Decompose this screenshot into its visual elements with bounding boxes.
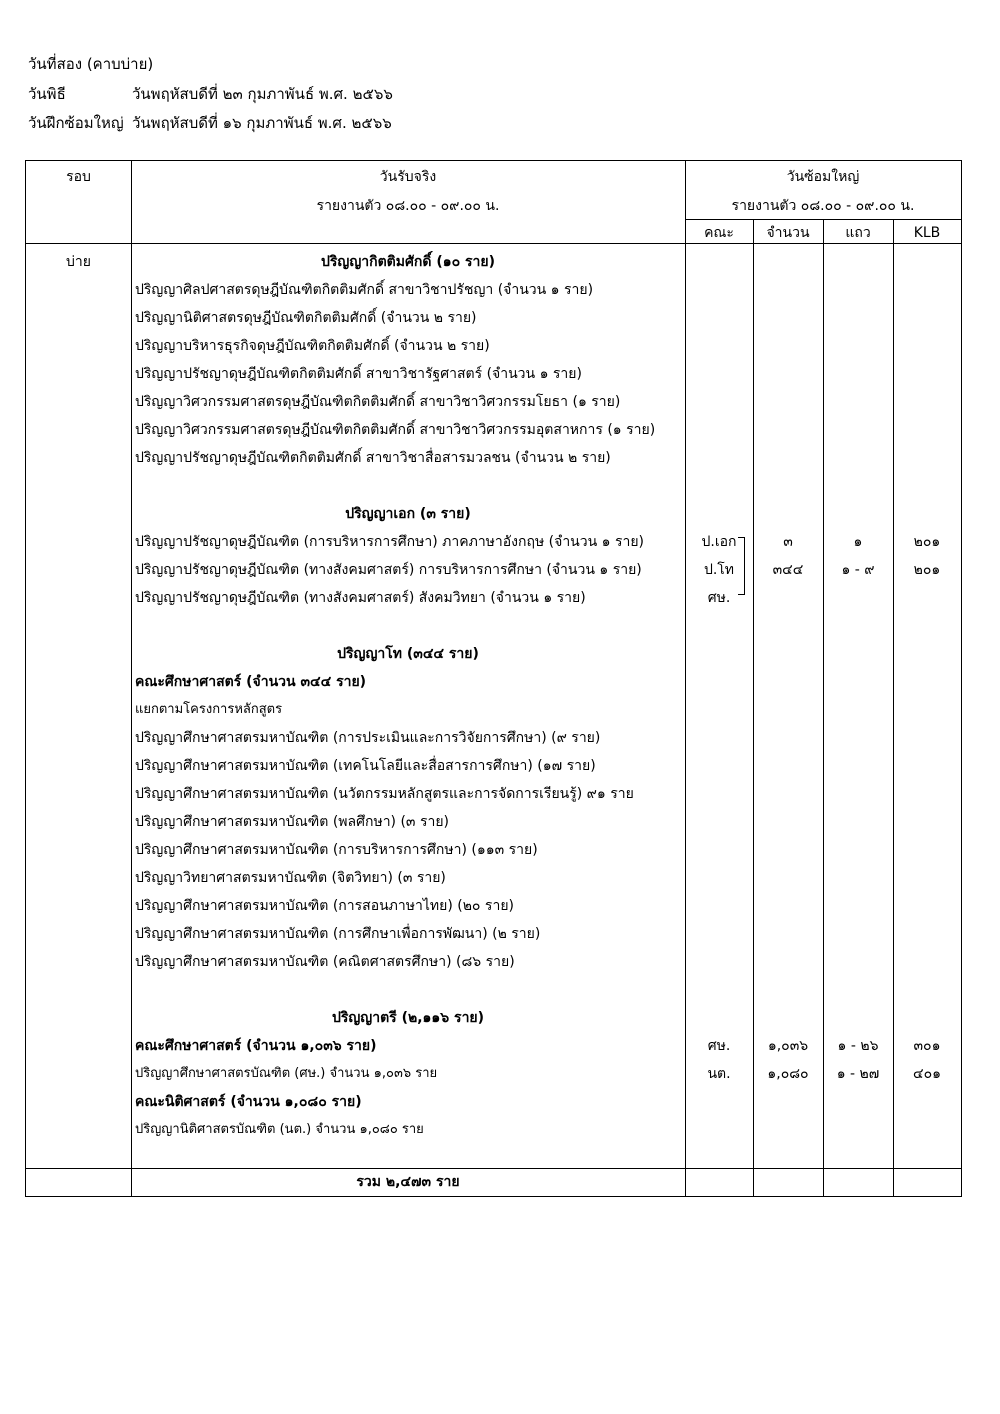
- rows-value: ๑: [853, 534, 863, 550]
- faculty-code: ศษ.: [707, 1038, 731, 1054]
- rehearsal-report-time: รายงานตัว ๐๘.๐๐ - ๐๙.๐๐ น.: [731, 198, 915, 214]
- klb-value: ๔๐๑: [912, 1066, 942, 1082]
- group-bracket: [738, 537, 745, 595]
- amount-value: ๓: [783, 534, 793, 550]
- list-item: ปริญญาวิทยาศาสตรมหาบัณฑิต (จิตวิทยา) (๓ ราย): [135, 870, 446, 886]
- list-item: ปริญญาศึกษาศาสตรมหาบัณฑิต (การศึกษาเพื่อการพัฒนา) (๒ ราย): [135, 926, 541, 942]
- list-item: ปริญญาศิลปศาสตรดุษฎีบัณฑิตกิตติมศักดิ์ สาขาวิชาปรัชญา (จำนวน ๑ ราย): [135, 282, 594, 298]
- list-item: ปริญญาบริหารธุรกิจดุษฎีบัณฑิตกิตติมศักดิ์ (จำนวน ๒ ราย): [135, 338, 490, 354]
- bachelor-faculty-law: คณะนิติศาสตร์ (จำนวน ๑,๐๘๐ ราย): [135, 1094, 362, 1110]
- bachelor-faculty-education: คณะศึกษาศาสตร์ (จำนวน ๑,๐๓๖ ราย): [135, 1038, 377, 1054]
- bachelor-title: ปริญญาตรี (๒,๑๑๖ ราย): [331, 1010, 485, 1026]
- round-value: บ่าย: [66, 254, 91, 270]
- subheader-line: [685, 219, 961, 220]
- faculty-code: ป.เอก: [701, 534, 737, 550]
- doctoral-title: ปริญญาเอก (๓ ราย): [345, 506, 471, 522]
- masters-sub-note: แยกตามโครงการหลักสูตร: [135, 702, 283, 717]
- subcol-amount: จำนวน: [766, 225, 810, 241]
- ceremony-label: วันพิธี: [28, 85, 66, 103]
- col-round-header: รอบ: [66, 169, 91, 185]
- subcol-rows: แถว: [845, 225, 871, 241]
- rehearsal-date-line: [28, 113, 392, 133]
- schedule-table: [25, 160, 962, 1197]
- klb-value: ๓๐๑: [913, 1038, 941, 1054]
- list-item: ปริญญาปรัชญาดุษฎีบัณฑิตกิตติมศักดิ์ สาขาวิชารัฐศาสตร์ (จำนวน ๑ ราย): [135, 366, 582, 382]
- amount-value: ๑,๐๘๐: [767, 1066, 809, 1082]
- list-item: ปริญญาศึกษาศาสตรบัณฑิต (ศษ.) จำนวน ๑,๐๓๖ ราย: [135, 1066, 438, 1081]
- faculty-code: นต.: [707, 1066, 731, 1082]
- header-bottom-line: [26, 243, 961, 244]
- list-item: ปริญญานิติศาสตรดุษฎีบัณฑิตกิตติมศักดิ์ (จำนวน ๒ ราย): [135, 310, 477, 326]
- rows-value: ๑ - ๒๖: [837, 1038, 879, 1054]
- subcol-faculty: คณะ: [704, 225, 734, 241]
- masters-faculty: คณะศึกษาศาสตร์ (จำนวน ๓๔๔ ราย): [135, 674, 367, 690]
- list-item: ปริญญาวิศวกรรมศาสตรดุษฎีบัณฑิตกิตติมศักดิ์ สาขาวิชาวิศวกรรมโยธา (๑ ราย): [135, 394, 621, 410]
- list-item: ปริญญาศึกษาศาสตรมหาบัณฑิต (นวัตกรรมหลักสูตรและการจัดการเรียนรู้) ๙๑ ราย: [135, 786, 634, 802]
- rows-value: ๑ - ๙: [841, 562, 875, 578]
- rehearsal-label: วันฝึกซ้อมใหญ่: [28, 114, 124, 132]
- actual-report-time: รายงานตัว ๐๘.๐๐ - ๐๙.๐๐ น.: [316, 198, 500, 214]
- list-item: ปริญญาศึกษาศาสตรมหาบัณฑิต (การบริหารการศึกษา) (๑๑๓ ราย): [135, 842, 538, 858]
- list-item: ปริญญาวิศวกรรมศาสตรดุษฎีบัณฑิตกิตติมศักดิ์ สาขาวิชาวิศวกรรมอุตสาหการ (๑ ราย): [135, 422, 656, 438]
- rehearsal-date: วันพฤหัสบดีที่ ๑๖ กุมภาพันธ์ พ.ศ. ๒๕๖๖: [132, 114, 392, 132]
- rows-value: ๑ - ๒๗: [836, 1066, 880, 1082]
- faculty-code: ป.โท: [703, 562, 735, 578]
- list-item: ปริญญาศึกษาศาสตรมหาบัณฑิต (คณิตศาสตรศึกษา) (๘๖ ราย): [135, 954, 515, 970]
- masters-title: ปริญญาโท (๓๔๔ ราย): [337, 646, 479, 662]
- col-rehearsal-header: วันซ้อมใหญ่: [786, 169, 860, 185]
- subcol-klb: KLB: [913, 225, 941, 241]
- col-actual-header: วันรับจริง: [379, 169, 437, 185]
- list-item: ปริญญาปรัชญาดุษฎีบัณฑิต (การบริหารการศึกษา) ภาคภาษาอังกฤษ (จำนวน ๑ ราย): [135, 534, 645, 550]
- list-item: ปริญญานิติศาสตรบัณฑิต (นต.) จำนวน ๑,๐๘๐ ราย: [135, 1122, 424, 1137]
- ceremony-date-line: [28, 84, 393, 104]
- col-divider-round: [131, 161, 132, 1196]
- honorary-title: ปริญญากิตติมศักดิ์ (๑๐ ราย): [320, 254, 496, 270]
- list-item: ปริญญาศึกษาศาสตรมหาบัณฑิต (การสอนภาษาไทย) (๒๐ ราย): [135, 898, 514, 914]
- list-item: ปริญญาปรัชญาดุษฎีบัณฑิตกิตติมศักดิ์ สาขาวิชาสื่อสารมวลชน (จำนวน ๒ ราย): [135, 450, 611, 466]
- total-row: รวม ๒,๔๗๓ ราย: [356, 1174, 460, 1190]
- session-title: วันที่สอง (คาบบ่าย): [28, 55, 154, 73]
- total-line: [26, 1168, 961, 1169]
- list-item: ปริญญาปรัชญาดุษฎีบัณฑิต (ทางสังคมศาสตร์) การบริหารการศึกษา (จำนวน ๑ ราย): [135, 562, 642, 578]
- amount-value: ๑,๐๓๖: [767, 1038, 809, 1054]
- list-item: ปริญญาศึกษาศาสตรมหาบัณฑิต (การประเมินและการวิจัยการศึกษา) (๙ ราย): [135, 730, 601, 746]
- faculty-code: ศษ.: [707, 590, 731, 606]
- klb-value: ๒๐๑: [913, 534, 941, 550]
- list-item: ปริญญาศึกษาศาสตรมหาบัณฑิต (เทคโนโลยีและสื่อสารการศึกษา) (๑๗ ราย): [135, 758, 596, 774]
- amount-value: ๓๔๔: [772, 562, 804, 578]
- list-item: ปริญญาศึกษาศาสตรมหาบัณฑิต (พลศึกษา) (๓ ราย): [135, 814, 450, 830]
- list-item: ปริญญาปรัชญาดุษฎีบัณฑิต (ทางสังคมศาสตร์) สังคมวิทยา (จำนวน ๑ ราย): [135, 590, 586, 606]
- klb-value: ๒๐๑: [913, 562, 941, 578]
- ceremony-date: วันพฤหัสบดีที่ ๒๓ กุมภาพันธ์ พ.ศ. ๒๕๖๖: [132, 85, 393, 103]
